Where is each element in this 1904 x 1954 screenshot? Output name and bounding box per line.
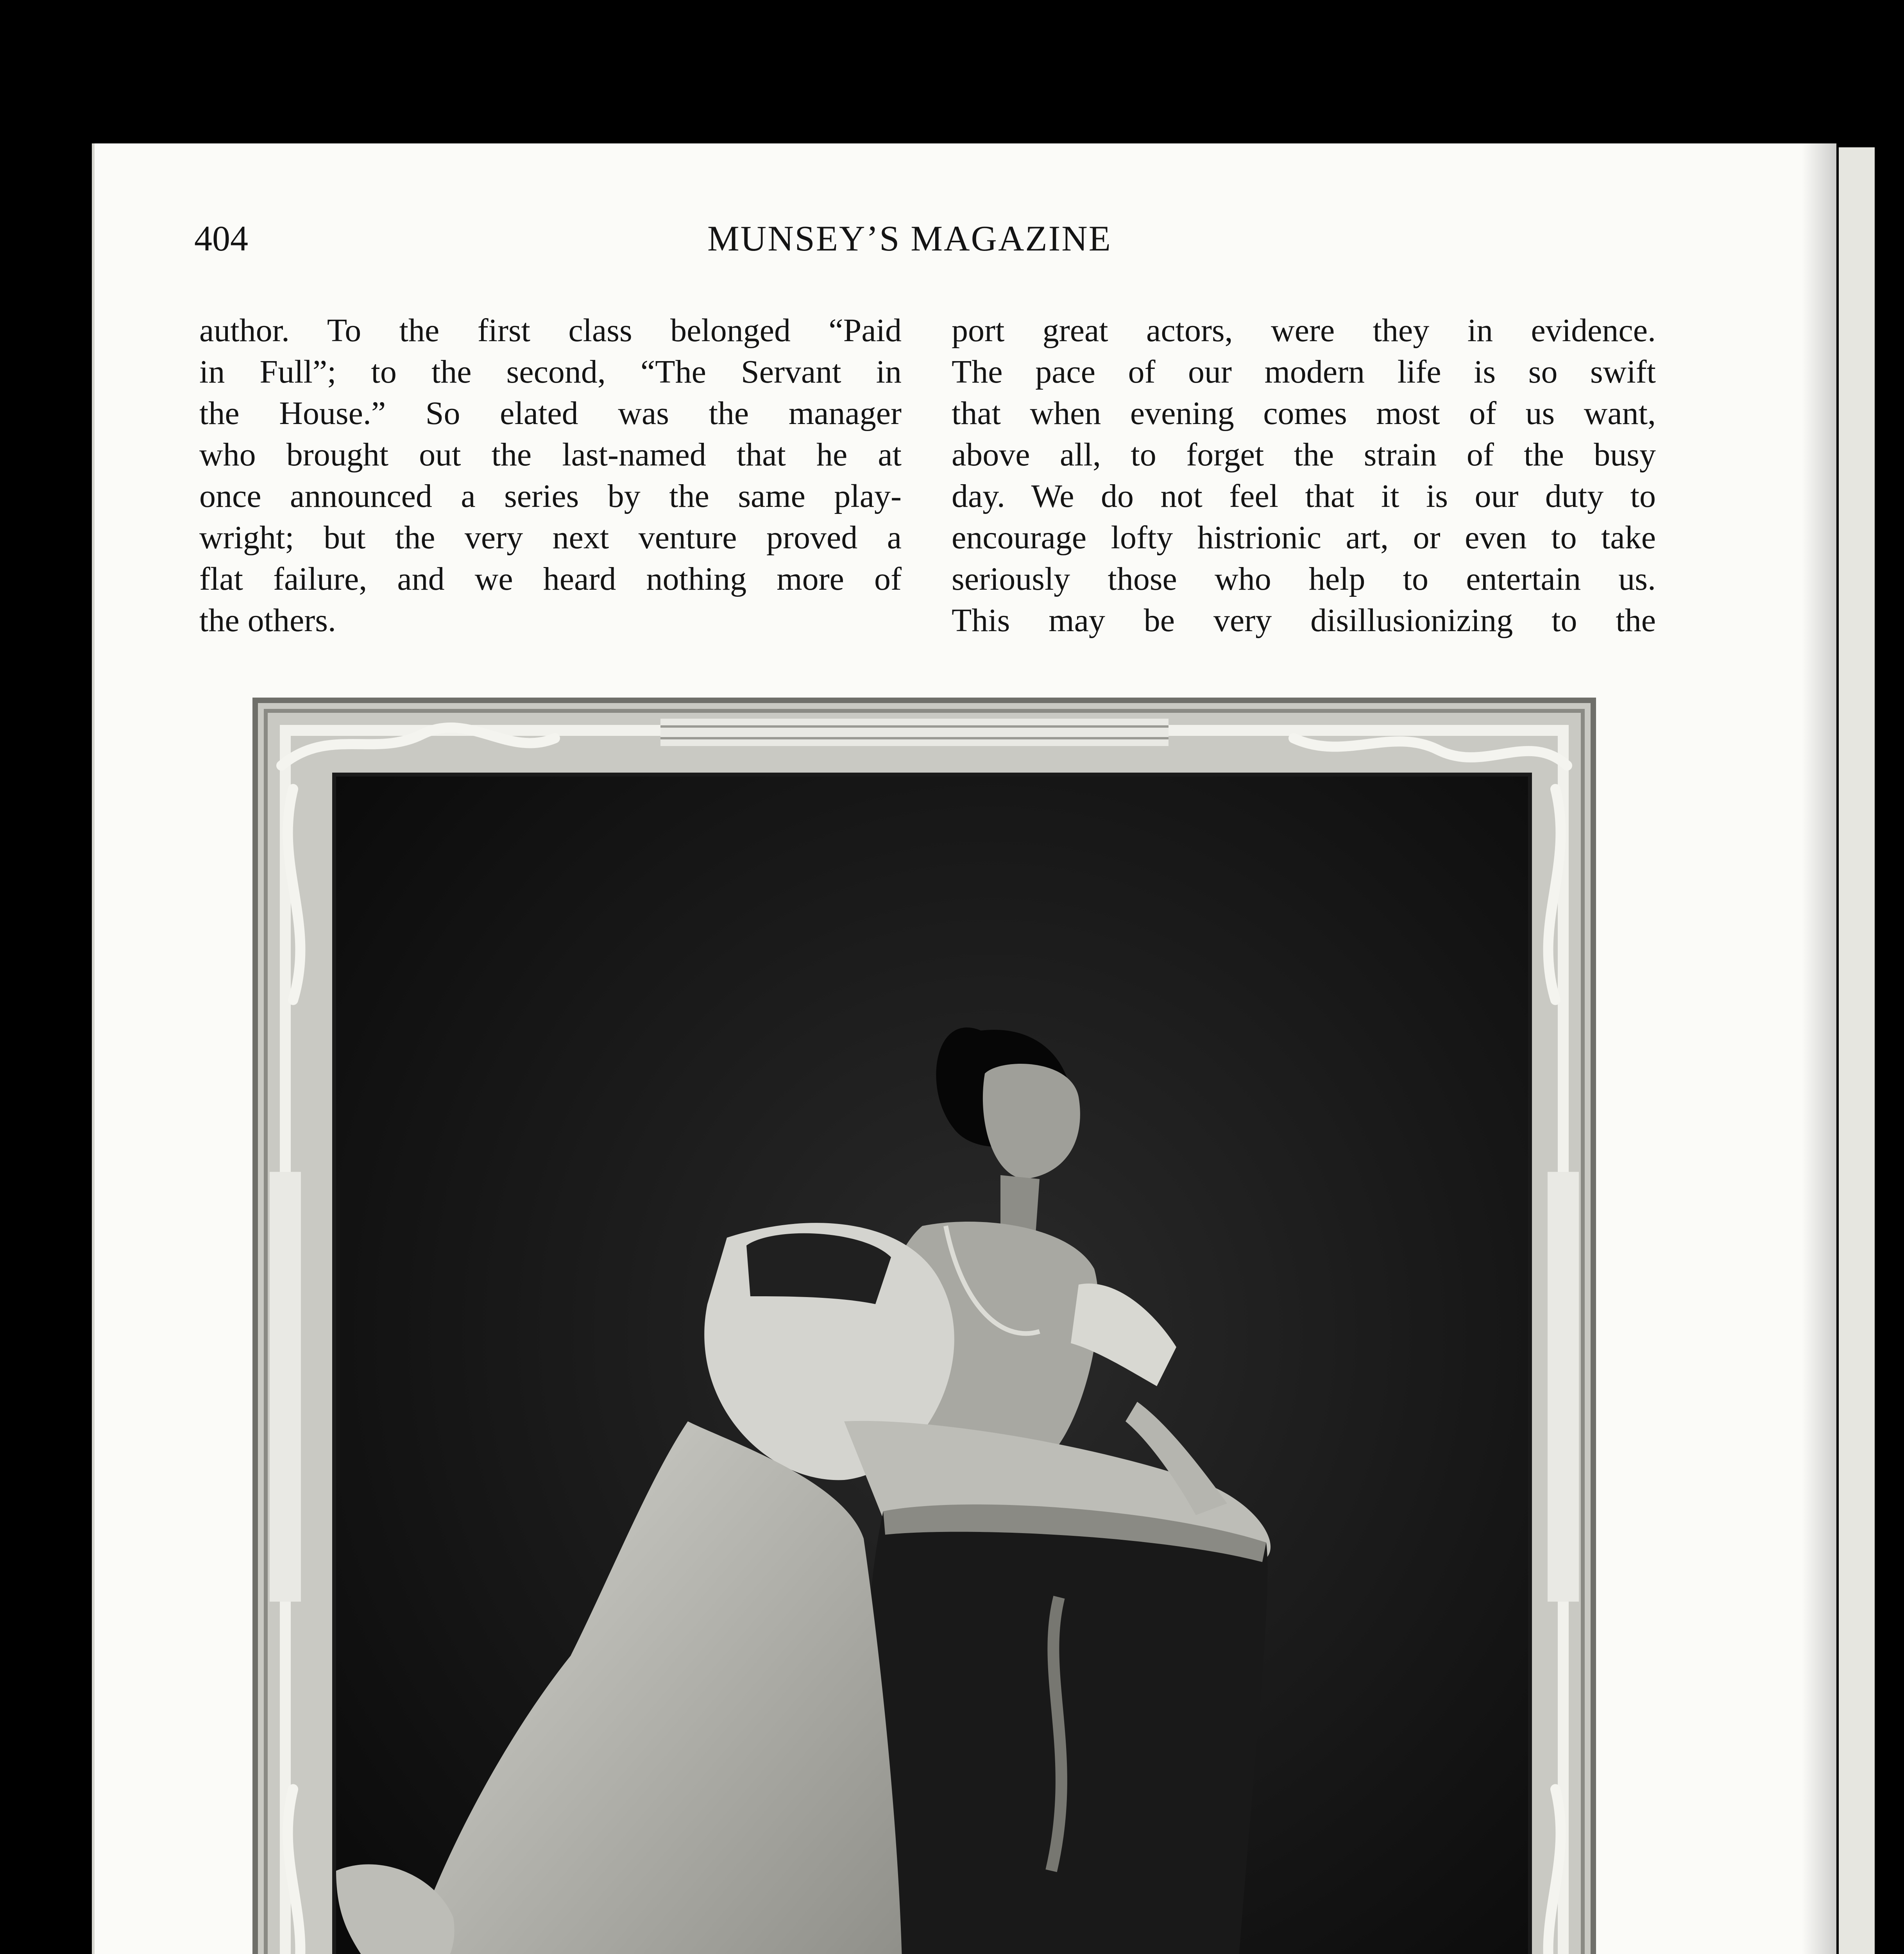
text-line: encourage lofty histrionic art, or even to take [952, 519, 1656, 556]
text-line: in Full”; to the second, “The Servant in [199, 354, 902, 390]
text-line: port great actors, were they in evidence. [952, 312, 1656, 349]
portrait-photograph [332, 773, 1532, 1954]
text-line: author. To the first class belonged “Paid [199, 312, 902, 349]
text-line: flat failure, and we heard nothing more of [199, 561, 902, 597]
text-line: who brought out the last-named that he at [199, 437, 902, 473]
text-line: that when evening comes most of us want, [952, 395, 1656, 431]
text-line: the others. [199, 602, 336, 639]
text-line: once announced a series by the same play- [199, 478, 902, 514]
next-page-edge [1839, 147, 1875, 1954]
text-line: above all, to forget the strain of the busy [952, 437, 1656, 473]
text-line: day. We do not feel that it is our duty to [952, 478, 1656, 514]
text-line: wright; but the very next venture proved a [199, 519, 902, 556]
page-number: 404 [194, 218, 248, 258]
text-line: The pace of our modern life is so swift [952, 354, 1656, 390]
top-left-column [199, 310, 902, 641]
text-line: seriously those who help to entertain us. [952, 561, 1656, 597]
ornamental-photo-frame [252, 698, 1596, 1954]
text-line: the House.” So elated was the manager [199, 395, 902, 431]
binding-shadow [1802, 143, 1837, 1954]
text-line: This may be very disillusionizing to the [952, 602, 1656, 639]
magazine-title: MUNSEY’S MAGAZINE [707, 218, 1112, 258]
top-right-column [952, 310, 1656, 641]
